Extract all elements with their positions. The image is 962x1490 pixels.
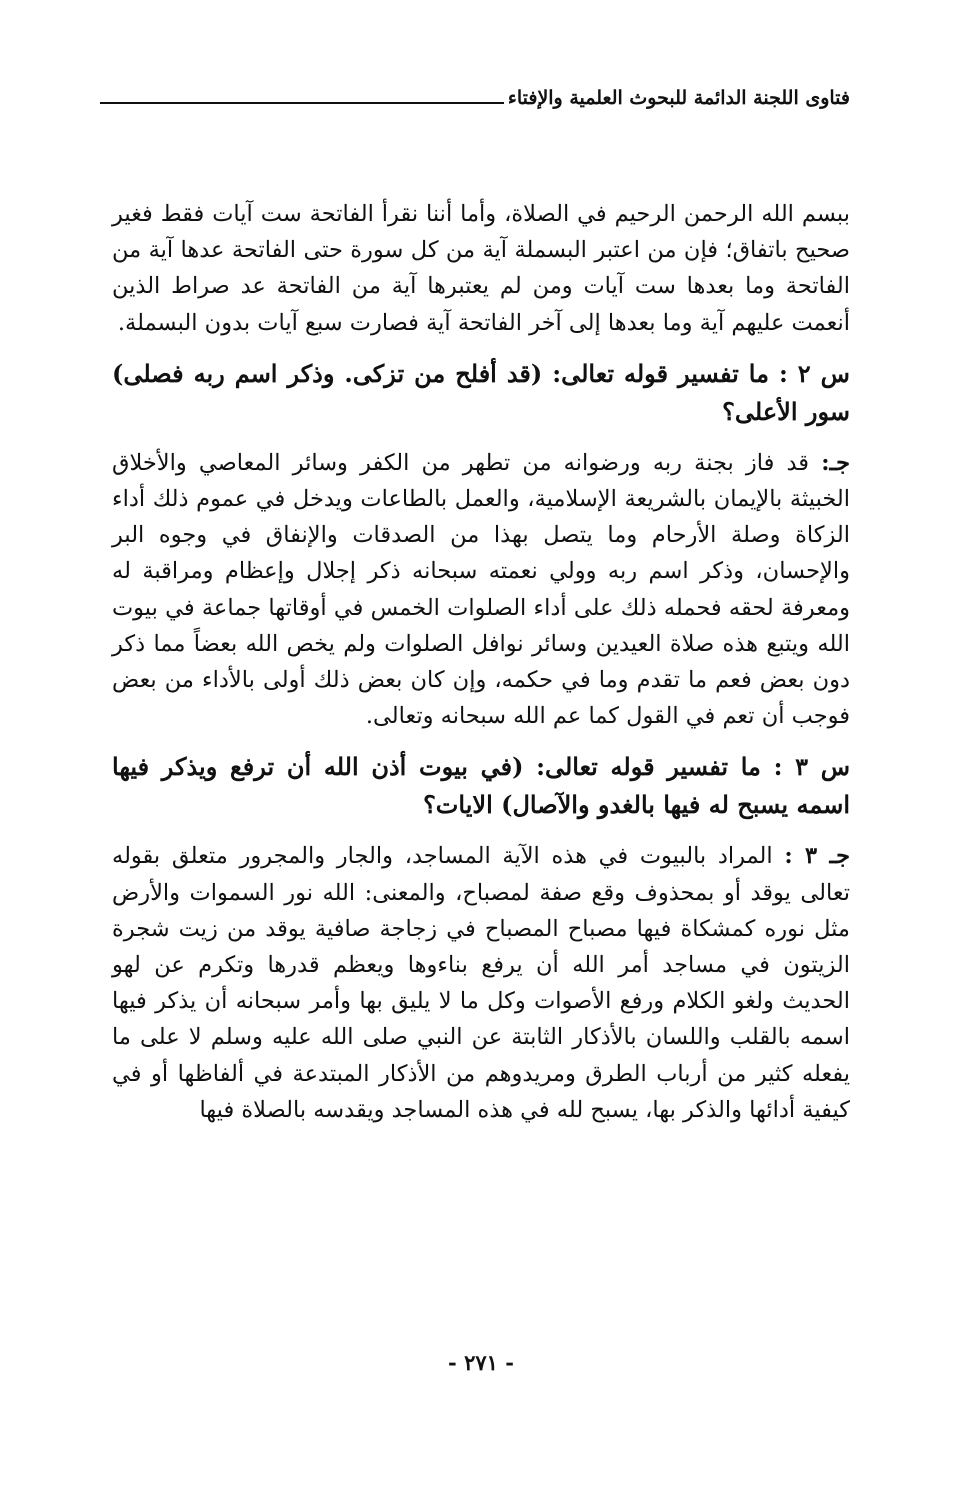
header-title: فتاوى اللجنة الدائمة للبحوث العلمية والإفتاء <box>507 87 850 109</box>
question-2-text: ما تفسير قوله تعالى: (قد أفلح من تزكى. وذكر اسم ربه فصلى) سور الأعلى؟ <box>112 358 850 426</box>
question-3-text: ما تفسير قوله تعالى: (في بيوت أذن الله أن ترفع ويذكر فيها اسمه يسبح له فيها بالغدو والآصال) الايات؟ <box>112 752 850 820</box>
answer-3 <box>112 838 850 1128</box>
question-3-label: س ٣ : <box>773 752 851 782</box>
intro-paragraph: ببسم الله الرحمن الرحيم في الصلاة، وأما أننا نقرأ الفاتحة ست آيات فقط فغير صحيح باتفاق؛ فإن من اعتبر البسملة آية من كل سورة حتى الفاتحة عدها آية من الفاتحة وما بعدها ست آيات ومن لم يعتبرها آية من الفاتحة عد صراط الذين أنعمت عليهم آية وما بعدها إلى آخر الفاتحة آية فصارت سبع آيات بدون البسملة. <box>112 201 850 336</box>
running-header <box>100 86 850 110</box>
header-rule <box>100 102 504 104</box>
answer-2-label: جـ: <box>821 449 850 476</box>
answer-2 <box>112 445 850 735</box>
question-2-label: س ٢ : <box>778 358 850 388</box>
body-text <box>112 196 850 1142</box>
question-3 <box>112 748 850 824</box>
page-number: - ٢٧١ - <box>448 1350 514 1375</box>
answer-3-label: جـ ٣ : <box>784 843 850 870</box>
answer-2-text: قد فاز بجنة ربه ورضوانه من تطهر من الكفر وسائر المعاصي والأخلاق الخبيثة بالإيمان بالشريعة الإسلامية، والعمل بالطاعات ويدخل في عموم ذلك أداء الزكاة وصلة الأرحام وما يتصل بهذا من الصدقات والإنفاق في وجوه البر والإحسان، وذكر اسم ربه وولي نعمته سبحانه ذكر إجلال وإعظام ومراقبة له ومعرفة لحقه فحمله ذلك على أداء الصلوات الخمس في أوقاتها جماعة في بيوت الله ويتبع هذه صلاة العيدين وسائر نوافل الصلوات ولم يخص الله بعضاً مما ذكر دون بعض فعم ما تقدم وما في حكمه، وإن كان بعض ذلك أولى بالأداء من بعض فوجب أن تعم في القول كما عم الله سبحانه وتعالى. <box>112 449 850 730</box>
question-2 <box>112 355 850 431</box>
answer-3-text: المراد بالبيوت في هذه الآية المساجد، والجار والمجرور متعلق بقوله تعالى يوقد أو بمحذوف وقع صفة لمصباح، والمعنى: الله نور السموات والأرض مثل نوره كمشكاة فيها مصباح المصباح في زجاجة صافية يوقد من زيت شجرة الزيتون في مساجد أمر الله أن يرفع بناءوها ويعظم قدرها وتكرم عن لهو الحديث ولغو الكلام ورفع الأصوات وكل ما لا يليق بها وأمر سبحانه أن يذكر فيها اسمه بالقلب واللسان بالأذكار الثابتة عن النبي صلى الله عليه وسلم لا على ما يفعله كثير من أرباب الطرق ومريدوهم من الأذكار المبتدعة في ألفاظها أو في كيفية أدائها والذكر بها، يسبح لله في هذه المساجد ويقدسه بالصلاة فيها <box>112 843 850 1123</box>
